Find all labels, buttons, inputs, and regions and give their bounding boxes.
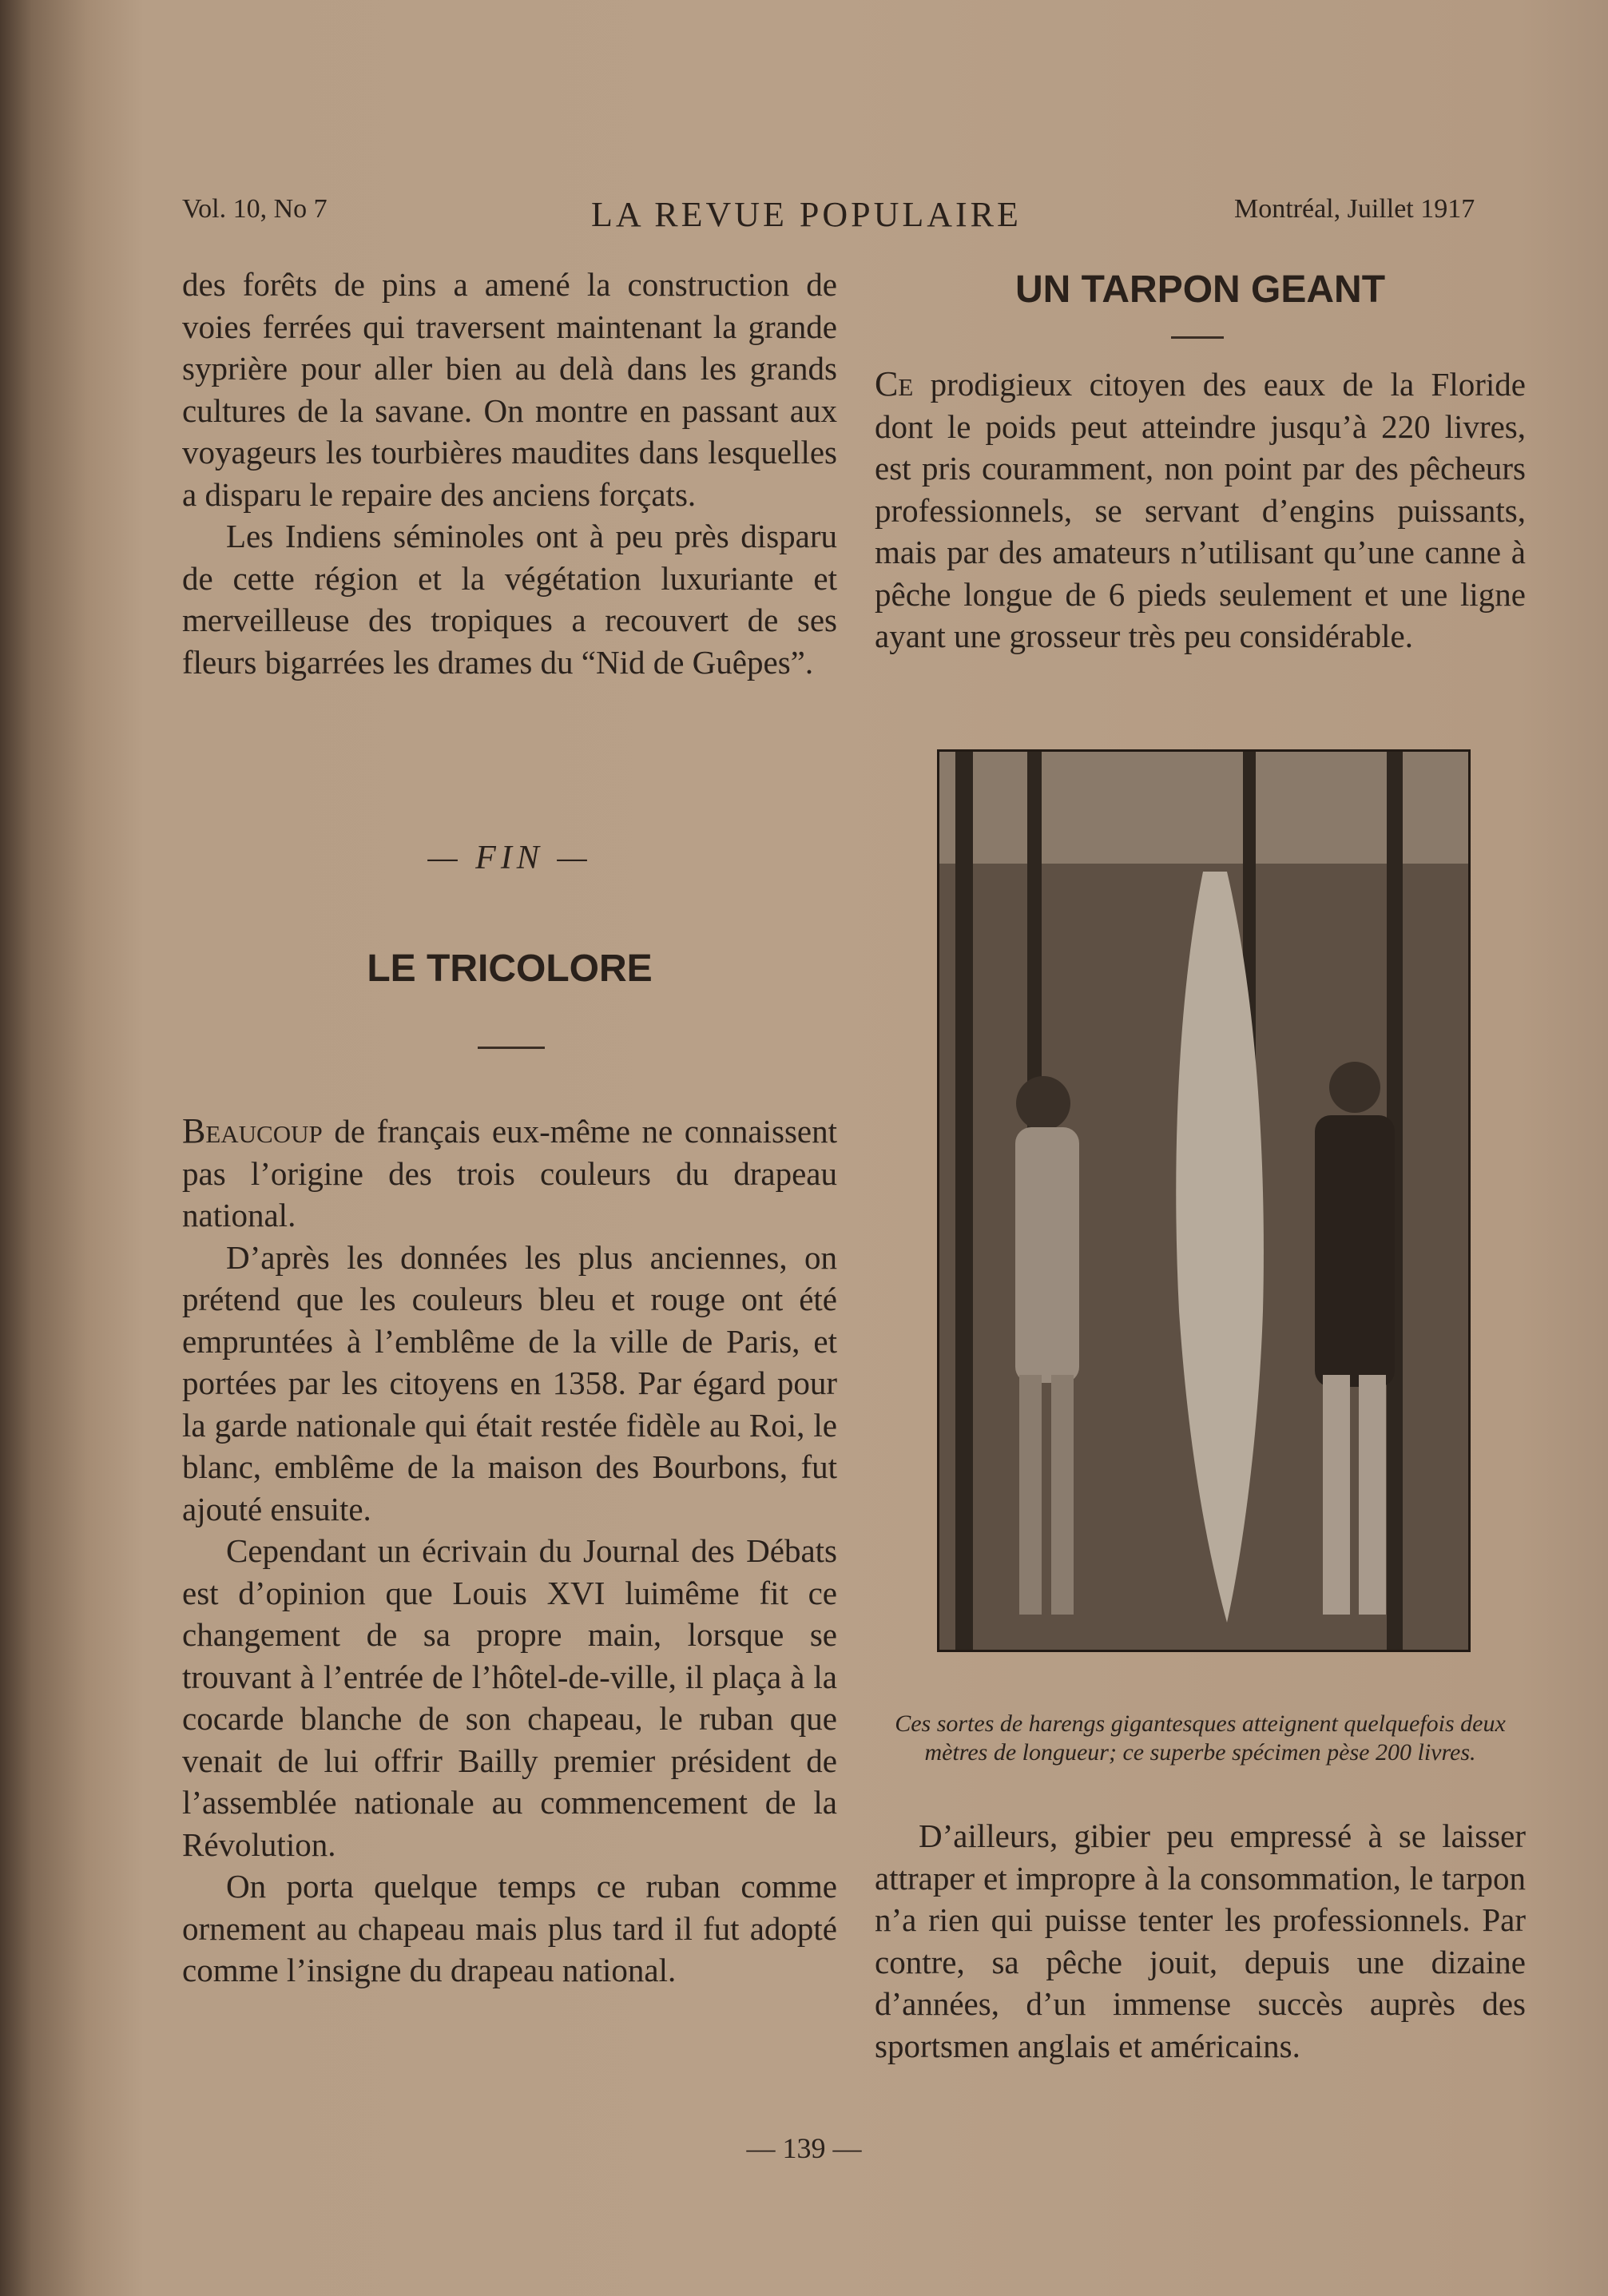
paragraph: des forêts de pins a amené la construction de voies ferrées qui traversent maintenant la grande syprière pour aller bien au delà dans les grands cultures de la savane. On montre en passant aux voyageurs les tourbières maudites dans lesquelles a disparu le repaire des anciens forçats. <box>182 266 837 513</box>
paragraph <box>182 1110 837 1237</box>
dropcap-word: Ce <box>875 364 914 403</box>
page-number: — 139 — <box>746 2132 862 2164</box>
paragraph: On porta quelque temps ce ruban comme ornement au chapeau mais plus tard il fut adopté comme l’insigne du drapeau national. <box>182 1868 837 1988</box>
volume-label: Vol. 10, No 7 <box>182 194 328 224</box>
dropcap-word: Beaucoup <box>182 1111 323 1150</box>
photo-caption: Ces sortes de harengs gigantesques atteignent quelquefois deux mètres de longueur; ce superbe spécimen pèse 200 livres. <box>895 1710 1506 1766</box>
issue-date: Montréal, Juillet 1917 <box>1234 194 1475 224</box>
fin-marker: — FIN — <box>427 840 592 876</box>
heading-rule <box>478 1047 545 1049</box>
paragraph: D’ailleurs, gibier peu empressé à se laisser attraper et impropre à la consommation, le tarpon n’a rien qui puisse tenter les professionnels. Par contre, sa pêche jouit, depuis une dizaine d’années, d’un immense succès auprès des sportsmen anglais et américains. <box>875 1817 1526 2064</box>
paragraph-text: prodigieux citoyen des eaux de la Floride dont le poids peut atteindre jusqu’à 220 livres, est pris couramment, non point par des pêcheurs professionnels, se servant d’engins puissants, mais par des amateurs n’utilisant qu’une canne à pêche longue de 6 pieds seulement et une ligne ayant une grosseur très peu considérable. <box>875 366 1526 654</box>
paragraph-text: de français eux-même ne connaissent pas l’origine des trois couleurs du drapeau national. <box>182 1113 837 1233</box>
article-heading-tarpon: UN TARPON GEANT <box>1014 268 1386 311</box>
photo-illustration <box>939 752 1468 1650</box>
magazine-title: LA REVUE POPULAIRE <box>591 195 1022 234</box>
tricolore-article-body <box>182 1110 837 1992</box>
tarpon-photograph <box>937 749 1471 1652</box>
paragraph: D’après les données les plus anciennes, on prétend que les couleurs bleu et rouge ont été empruntées à l’emblême de la ville de Paris, et portées par les citoyens en 1358. Par égard pour la garde nationale qui était restée fidèle au Roi, le blanc, emblême de la maison des Bourbons, fut ajouté ensuite. <box>182 1238 837 1527</box>
tarpon-article-closing <box>875 1815 1526 2067</box>
paragraph <box>875 363 1526 657</box>
left-column-continuation <box>182 264 837 683</box>
paragraph: Cependant un écrivain du Journal des Débats est d’opinion que Louis XVI luimême fit ce changement de sa propre main, lorsque se trouvant à l’entrée de l’hôtel-de-ville, il plaça à la cocarde blanche de son chapeau, le ruban que venait de lui offrir Bailly premier président de l’assemblée nationale au commencement de la Révolution. <box>182 1532 837 1863</box>
article-heading-tricolore: LE TRICOLORE <box>367 947 653 990</box>
tarpon-article-intro <box>875 363 1526 657</box>
heading-rule <box>1171 336 1224 339</box>
paragraph: Les Indiens séminoles ont à peu près disparu de cette région et la végétation luxuriante et merveilleuse des tropiques a recouvert de ses fleurs bigarrées les drames du “Nid de Guêpes”. <box>182 518 837 681</box>
